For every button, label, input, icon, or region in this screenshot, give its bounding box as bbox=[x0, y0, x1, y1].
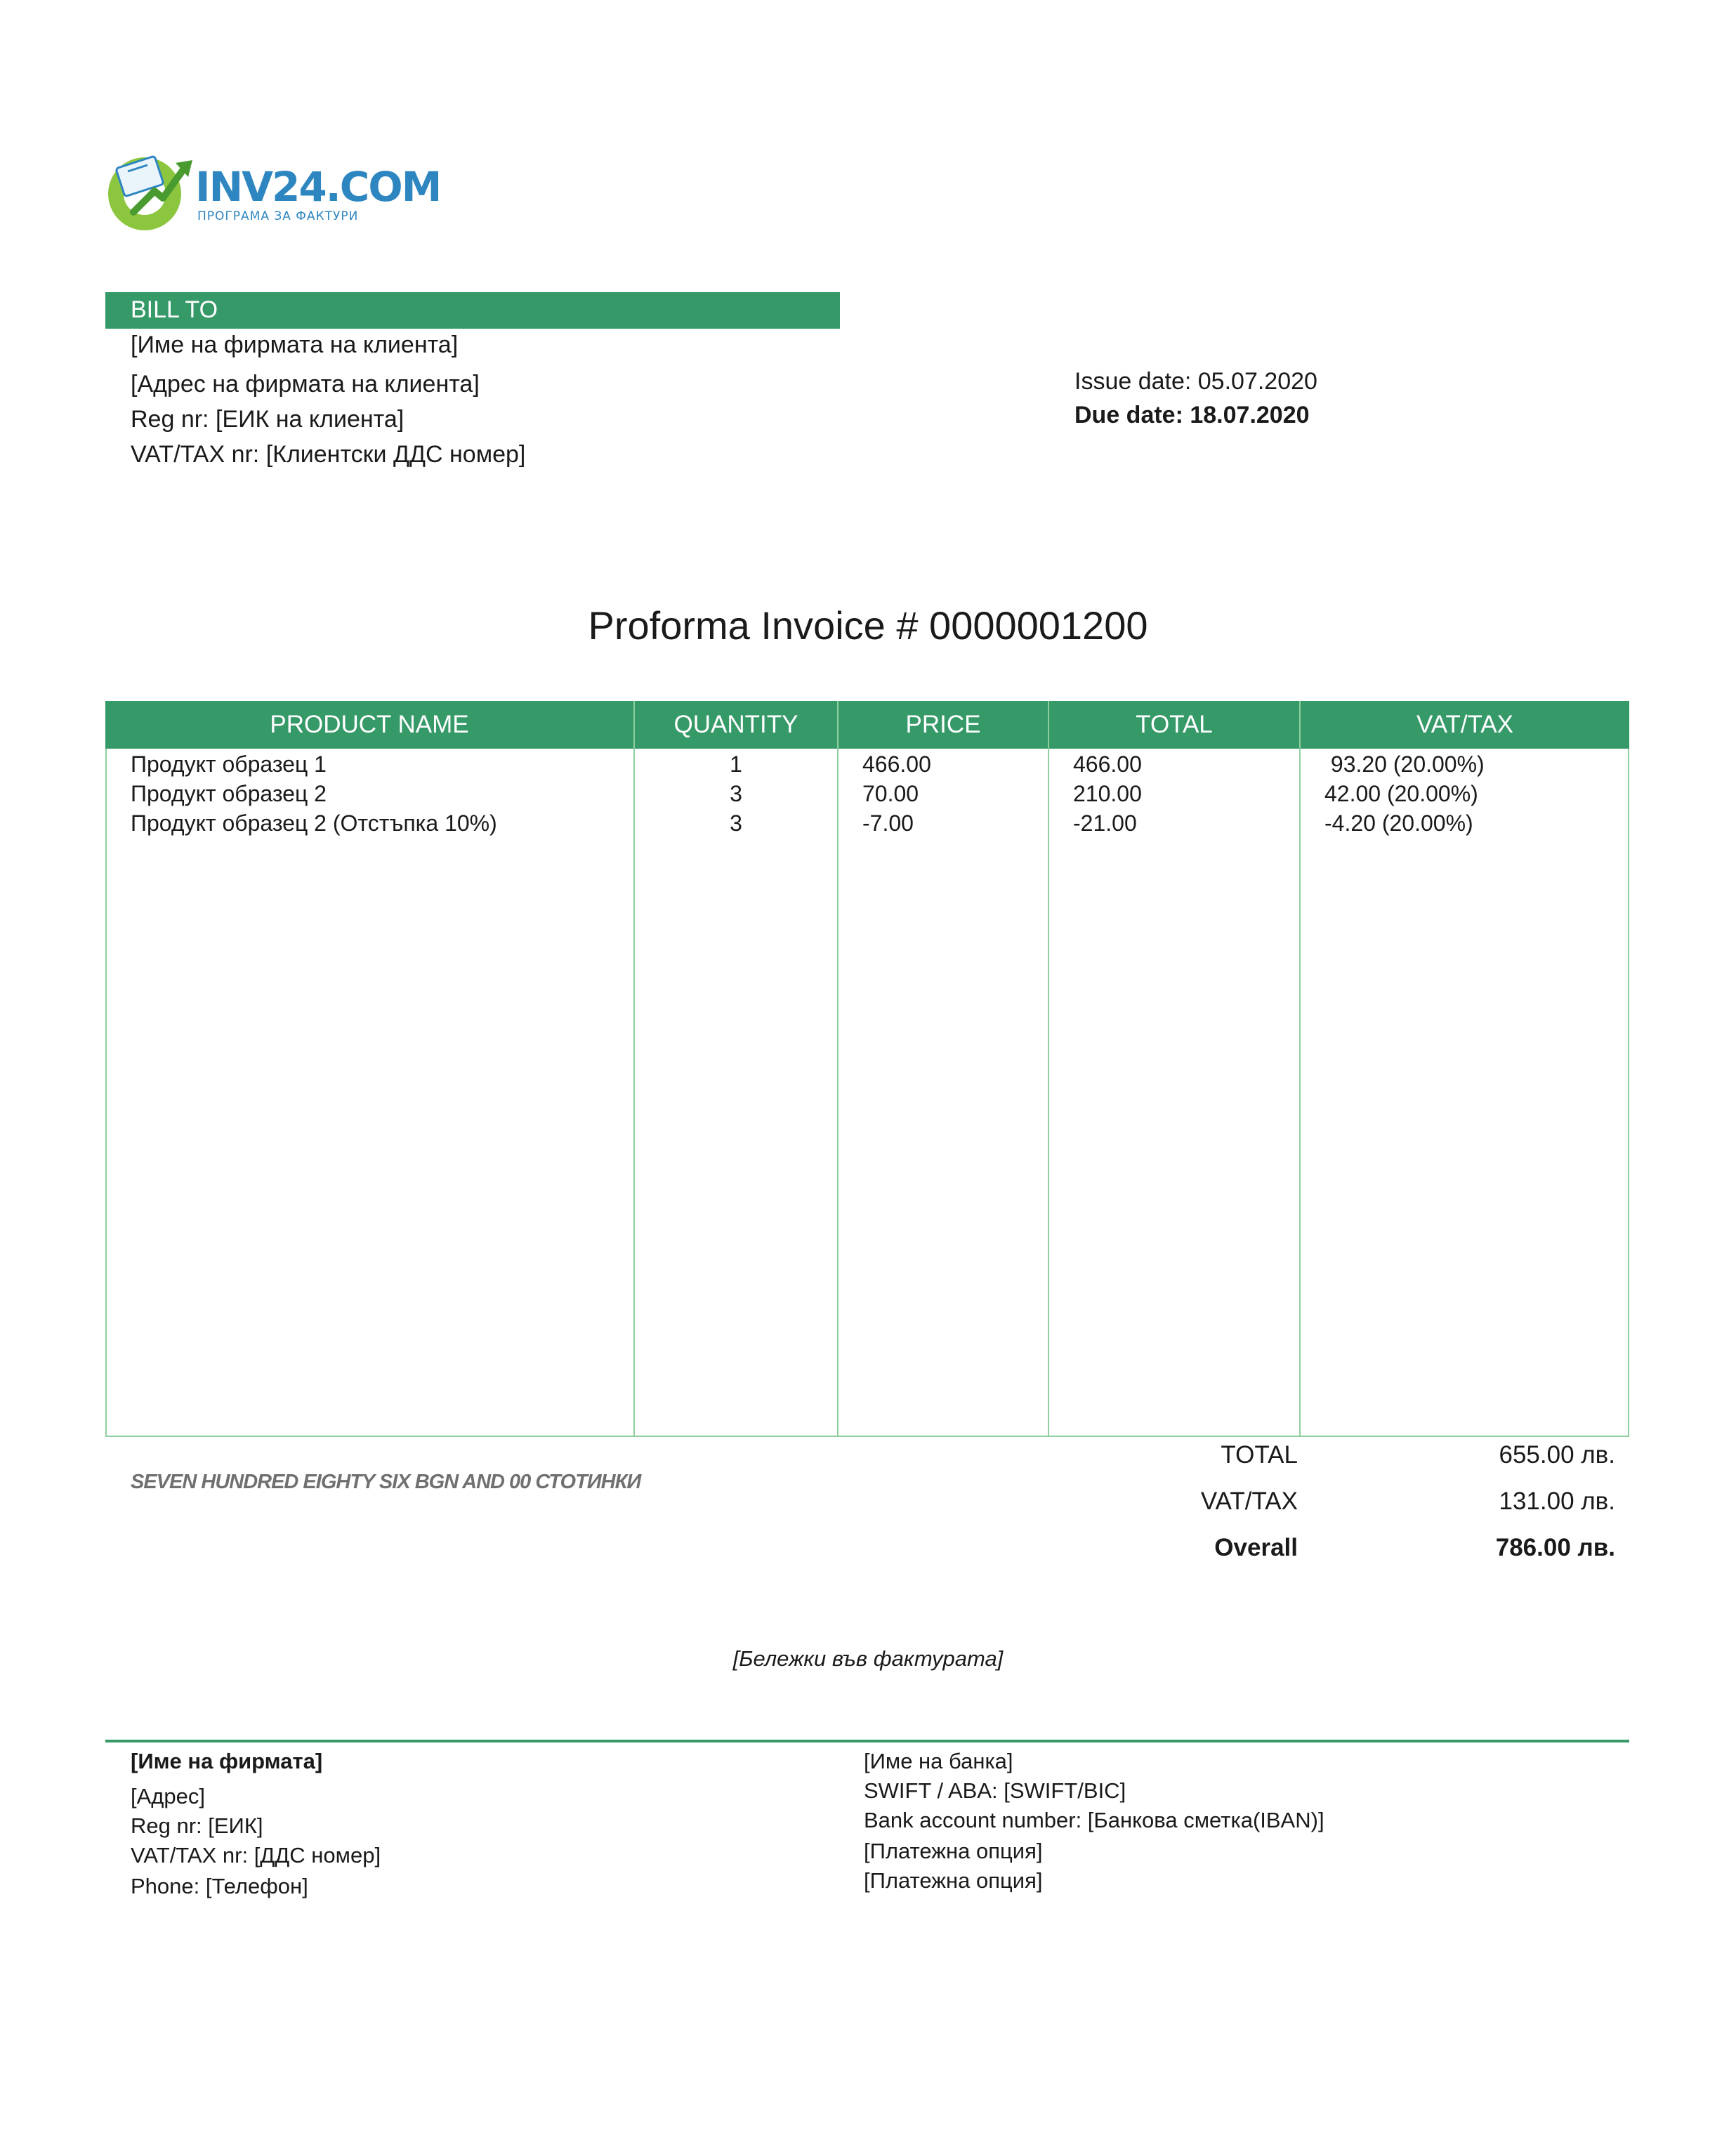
row-quantity: 3 bbox=[730, 810, 742, 836]
column-divider bbox=[837, 701, 839, 1437]
footer-address: [Адрес] bbox=[131, 1784, 205, 1809]
logo-wordmark: INV24.COM bbox=[195, 163, 441, 211]
row-price: 466.00 bbox=[862, 751, 931, 777]
row-price: -7.00 bbox=[862, 810, 914, 836]
footer-phone: Phone: [Телефон] bbox=[131, 1874, 308, 1898]
header-product-name: PRODUCT NAME bbox=[270, 711, 469, 738]
summary-total-label: TOTAL bbox=[1221, 1441, 1298, 1469]
client-address: [Адрес на фирмата на клиента] bbox=[131, 371, 480, 398]
row-total: -21.00 bbox=[1073, 810, 1137, 836]
row-vat: 93.20 (20.00%) bbox=[1324, 751, 1485, 777]
summary-vat-value: 131.00 лв. bbox=[1499, 1488, 1615, 1515]
column-divider bbox=[1299, 701, 1301, 1437]
row-product-name: Продукт образец 2 (Отстъпка 10%) bbox=[131, 810, 497, 836]
client-vat-nr: VAT/TAX nr: [Клиентски ДДС номер] bbox=[131, 441, 526, 468]
footer-divider bbox=[105, 1740, 1629, 1742]
footer-payment-option: [Платежна опция] bbox=[864, 1868, 1043, 1893]
row-product-name: Продукт образец 2 bbox=[131, 781, 327, 806]
footer-reg-nr: Reg nr: [ЕИК] bbox=[131, 1813, 263, 1838]
summary-vat-label: VAT/TAX bbox=[1200, 1488, 1298, 1515]
row-vat: -4.20 (20.00%) bbox=[1324, 810, 1473, 836]
footer-bank-account: Bank account number: [Банкова сметка(IBAN)] bbox=[864, 1808, 1324, 1832]
logo-mark-icon bbox=[105, 147, 197, 232]
row-product-name: Продукт образец 1 bbox=[131, 751, 327, 777]
summary-overall-value: 786.00 лв. bbox=[1495, 1534, 1615, 1561]
column-divider bbox=[1048, 701, 1049, 1437]
row-vat: 42.00 (20.00%) bbox=[1324, 781, 1478, 806]
row-total: 210.00 bbox=[1073, 781, 1142, 806]
summary-total-value: 655.00 лв. bbox=[1499, 1441, 1615, 1469]
bill-to-title: BILL TO bbox=[131, 296, 218, 323]
footer-vat-nr: VAT/TAX nr: [ДДС номер] bbox=[131, 1843, 381, 1867]
header-total: TOTAL bbox=[1136, 711, 1213, 738]
row-quantity: 3 bbox=[730, 781, 742, 806]
summary-overall-label: Overall bbox=[1214, 1534, 1298, 1561]
due-date: Due date: 18.07.2020 bbox=[1074, 402, 1310, 428]
logo-tagline: ПРОГРАМА ЗА ФАКТУРИ bbox=[197, 209, 359, 223]
invoice-title: Proforma Invoice # 0000001200 bbox=[588, 603, 1148, 648]
header-price: PRICE bbox=[905, 711, 981, 738]
amount-in-words: SEVEN HUNDRED EIGHTY SIX BGN AND 00 СТОТИНКИ bbox=[131, 1471, 641, 1493]
footer-payment-option: [Платежна опция] bbox=[864, 1839, 1043, 1863]
invoice-notes: [Бележки във фактурата] bbox=[732, 1646, 1004, 1671]
client-reg-nr: Reg nr: [ЕИК на клиента] bbox=[131, 406, 405, 433]
footer-bank-name: [Име на банка] bbox=[864, 1749, 1013, 1773]
row-quantity: 1 bbox=[730, 751, 742, 777]
header-vat-tax: VAT/TAX bbox=[1416, 711, 1514, 738]
issue-date: Issue date: 05.07.2020 bbox=[1074, 368, 1317, 395]
row-total: 466.00 bbox=[1073, 751, 1142, 777]
footer-swift: SWIFT / ABA: [SWIFT/BIC] bbox=[864, 1778, 1126, 1803]
row-price: 70.00 bbox=[862, 781, 919, 806]
footer-company-name: [Име на фирмата] bbox=[131, 1749, 323, 1773]
client-name: [Име на фирмата на клиента] bbox=[131, 331, 459, 358]
header-quantity: QUANTITY bbox=[673, 711, 798, 738]
